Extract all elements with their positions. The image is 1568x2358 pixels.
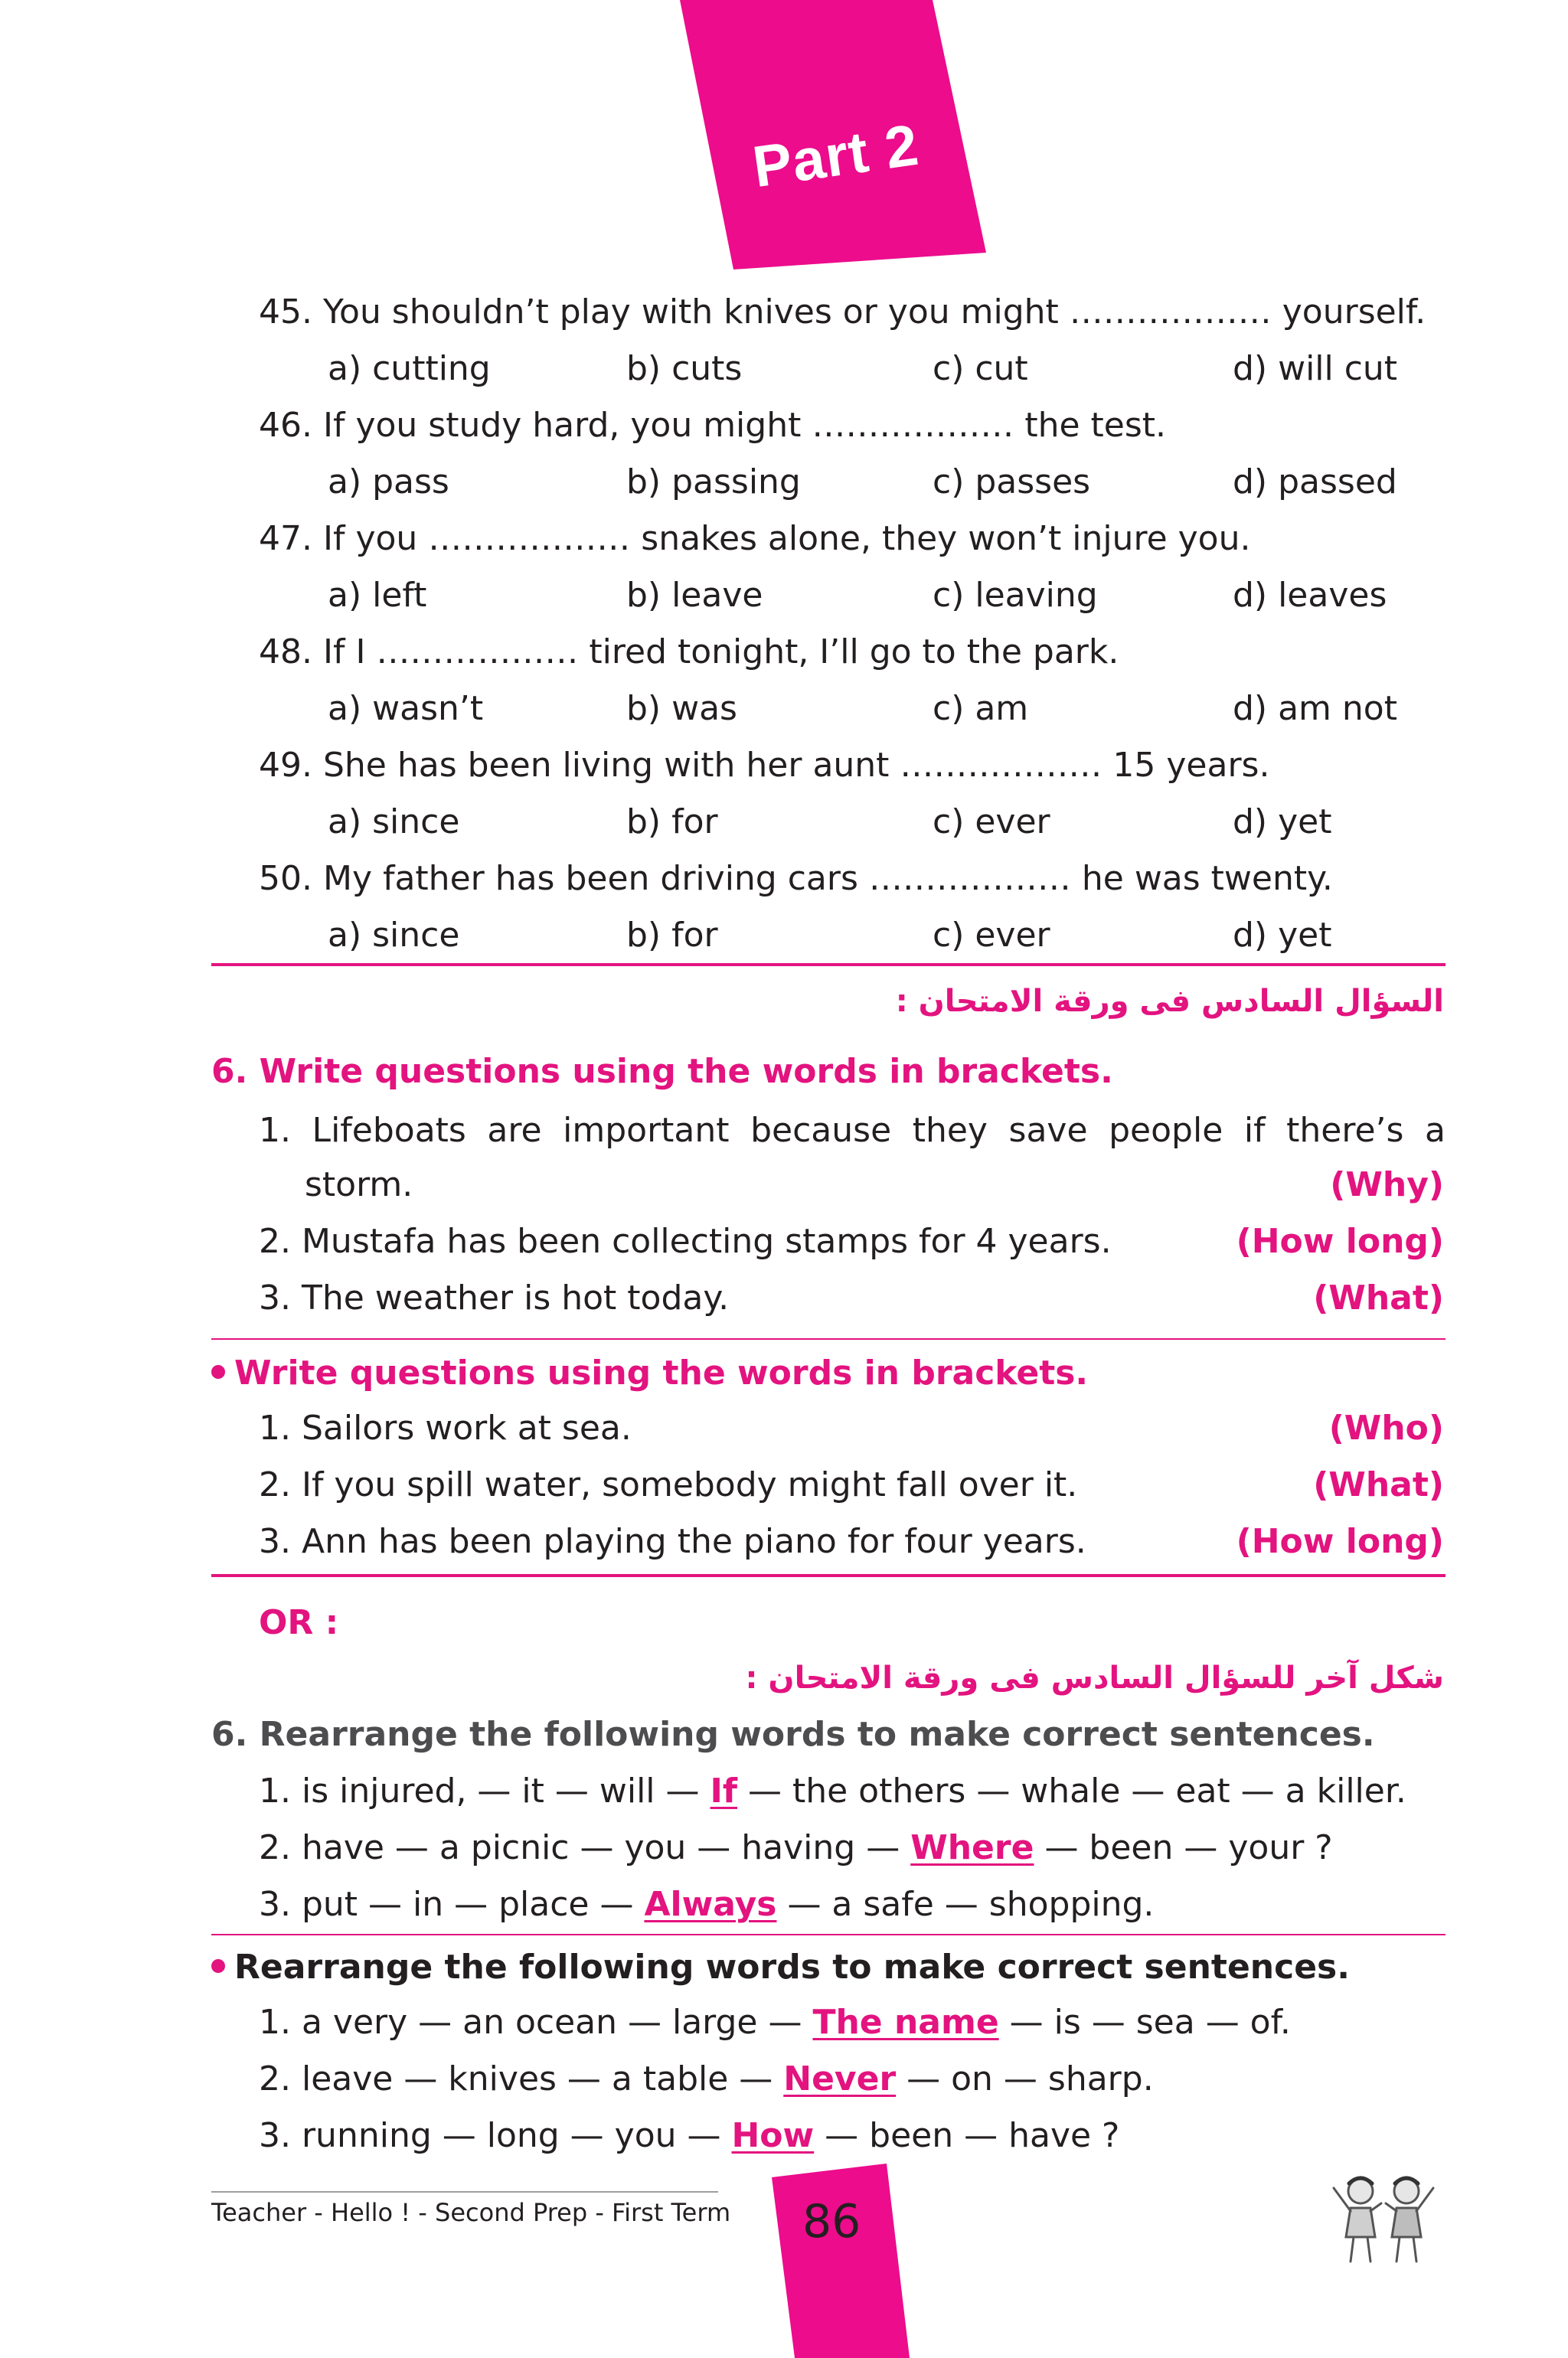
practice-heading: Rearrange the following words to make correct sentences. xyxy=(211,1945,1350,1991)
option-b[interactable]: b) for xyxy=(626,802,718,841)
key-word: If xyxy=(710,1772,738,1811)
option-a[interactable]: a) wasn’t xyxy=(328,689,484,728)
option-b[interactable]: b) cuts xyxy=(626,349,743,388)
bracket-hint: (What) xyxy=(1313,1465,1444,1504)
section-heading: 6. Write questions using the words in brackets. xyxy=(211,1052,1113,1091)
question-text: 3. Ann has been playing the piano for four years. xyxy=(259,1522,1086,1561)
question-text: 2. Mustafa has been collecting stamps for 4 years. xyxy=(259,1222,1112,1261)
page-number: 86 xyxy=(802,2195,861,2249)
question-text: 1. Sailors work at sea. xyxy=(259,1409,632,1448)
question-text: 3. The weather is hot today. xyxy=(259,1279,730,1318)
question-text-continued: storm. xyxy=(305,1165,413,1204)
arabic-section-title: شكل آخر للسؤال السادس فى ورقة الامتحان : xyxy=(745,1661,1444,1696)
option-c[interactable]: c) ever xyxy=(933,802,1050,841)
option-a[interactable]: a) since xyxy=(328,916,460,955)
option-b[interactable]: b) passing xyxy=(626,462,801,501)
rearrange-item: 1. is injured, — it — will — If — the others — whale — eat — a killer. xyxy=(259,1772,1406,1811)
option-d[interactable]: d) yet xyxy=(1233,802,1332,841)
mcq-question-50: 50. My father has been driving cars ……………… he was twenty. xyxy=(259,859,1333,898)
bracket-hint: (How long) xyxy=(1236,1222,1444,1261)
mcq-question-47: 47. If you ……………… snakes alone, they won’t injure you. xyxy=(259,519,1251,558)
option-a[interactable]: a) cutting xyxy=(328,349,491,388)
option-b[interactable]: b) was xyxy=(626,689,737,728)
option-c[interactable]: c) ever xyxy=(933,916,1050,955)
option-b[interactable]: b) for xyxy=(626,916,718,955)
key-word: Always xyxy=(644,1885,777,1924)
option-b[interactable]: b) leave xyxy=(626,576,763,615)
section-heading: 6. Rearrange the following words to make correct sentences. xyxy=(211,1715,1375,1754)
option-c[interactable]: c) cut xyxy=(933,349,1028,388)
option-c[interactable]: c) leaving xyxy=(933,576,1098,615)
question-text: 2. If you spill water, somebody might fall over it. xyxy=(259,1465,1078,1504)
option-a[interactable]: a) since xyxy=(328,802,460,841)
mcq-question-45: 45. You shouldn’t play with knives or you might ……………… yourself. xyxy=(259,292,1426,331)
page-number-tab xyxy=(772,2164,910,2358)
bullet-icon xyxy=(211,1365,225,1379)
mcq-question-46: 46. If you study hard, you might ……………… the test. xyxy=(259,406,1166,445)
section-divider xyxy=(211,963,1446,966)
option-d[interactable]: d) leaves xyxy=(1233,576,1387,615)
bracket-hint: (What) xyxy=(1313,1279,1444,1318)
divider xyxy=(211,1934,1446,1935)
mcq-question-48: 48. If I ……………… tired tonight, I’ll go to the park. xyxy=(259,632,1119,671)
divider xyxy=(211,1338,1446,1340)
rearrange-item: 2. leave — knives — a table — Never — on — sharp. xyxy=(259,2059,1154,2098)
key-word: How xyxy=(731,2116,815,2155)
key-word: Where xyxy=(910,1828,1034,1867)
section-divider xyxy=(211,1574,1446,1577)
mcq-question-49: 49. She has been living with her aunt ……………… 15 years. xyxy=(259,746,1270,785)
rearrange-item: 3. put — in — place — Always — a safe — shopping. xyxy=(259,1885,1155,1924)
question-text: 1. Lifeboats are important because they save people if there’s a xyxy=(259,1111,1446,1150)
option-d[interactable]: d) yet xyxy=(1233,916,1332,955)
rearrange-item: 1. a very — an ocean — large — The name — is — sea — of. xyxy=(259,2003,1291,2042)
option-a[interactable]: a) left xyxy=(328,576,427,615)
bracket-hint: (Why) xyxy=(1330,1165,1444,1204)
arabic-section-title: السؤال السادس فى ورقة الامتحان : xyxy=(895,984,1444,1019)
rearrange-item: 3. running — long — you — How — been — have ? xyxy=(259,2116,1120,2155)
bracket-hint: (Who) xyxy=(1328,1409,1444,1448)
option-d[interactable]: d) am not xyxy=(1233,689,1397,728)
option-c[interactable]: c) passes xyxy=(933,462,1091,501)
key-word: The name xyxy=(812,2003,999,2042)
footer-text: Teacher - Hello ! - Second Prep - First Term xyxy=(211,2198,731,2227)
footer-rule xyxy=(211,2191,718,2193)
key-word: Never xyxy=(783,2059,897,2098)
bracket-hint: (How long) xyxy=(1236,1522,1444,1561)
practice-heading: Write questions using the words in brackets. xyxy=(211,1350,1088,1396)
option-d[interactable]: d) passed xyxy=(1233,462,1397,501)
option-c[interactable]: c) am xyxy=(933,689,1029,728)
or-label: OR : xyxy=(259,1603,339,1642)
rearrange-item: 2. have — a picnic — you — having — Where — been — your ? xyxy=(259,1828,1333,1867)
option-d[interactable]: d) will cut xyxy=(1233,349,1398,388)
part-title: Part 2 xyxy=(749,112,923,201)
bullet-icon xyxy=(211,1959,225,1973)
kids-mascot-icon xyxy=(1318,2168,1449,2269)
option-a[interactable]: a) pass xyxy=(328,462,449,501)
